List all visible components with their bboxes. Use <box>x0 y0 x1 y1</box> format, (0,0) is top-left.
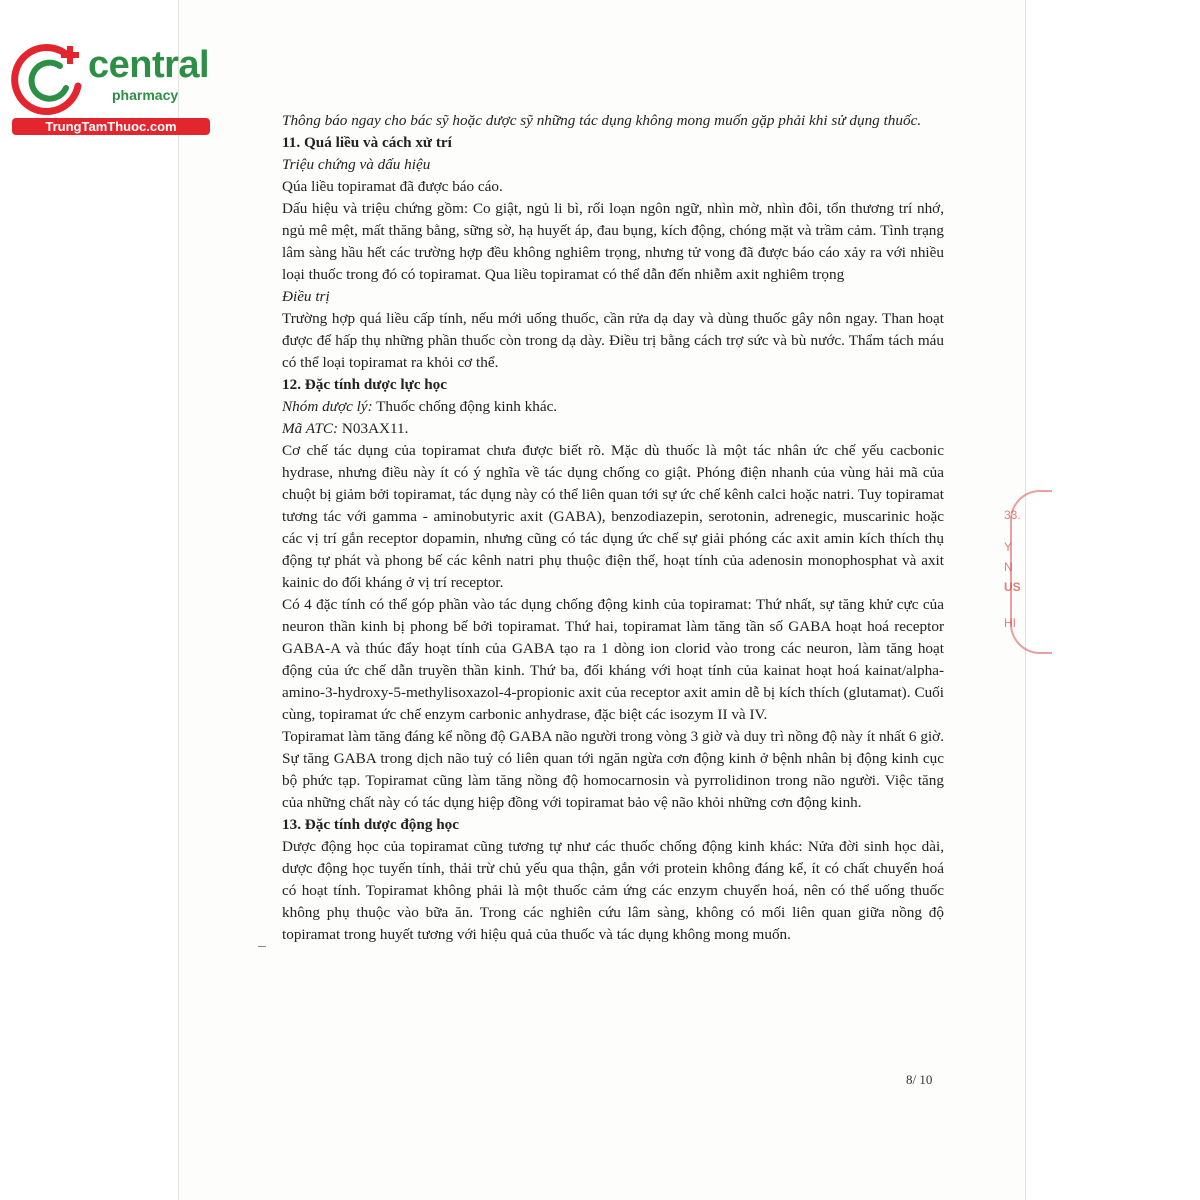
section-11-subheading-symptoms: Triệu chứng và dấu hiệu <box>282 156 431 173</box>
group-value: Thuốc chống động kinh khác. <box>376 398 558 415</box>
section-13-paragraph-1: Dược động học của topiramat cũng tương tự như các thuốc chống động kinh khác: Nửa đời sinh học dài, dược động học tuyến tính, thải trừ chủ yếu qua thận, gắn với protein không đáng kể, ít có chất chuyển hoá có hoạt tính. Topiramat không phải là một thuốc cảm ứng các enzym chuyển hoá, nên có thể uống thuốc không phụ thuộc vào bữa ăn. Trong các nghiên cứu lâm sàng, không có mối liên quan giữa nồng độ topiramat trong huyết tương với hiệu quả của thuốc và tác dụng không mong muốn. <box>282 838 944 943</box>
logo-subtitle: pharmacy <box>112 87 179 103</box>
atc-value: N03AX11. <box>341 420 409 437</box>
section-12-paragraph-2: Có 4 đặc tính có thể góp phần vào tác dụng chống động kinh của topiramat: Thứ nhất, sự tăng khử cực của neuron thần kinh bị phong bế bởi topiramat. Thứ hai, topiramat làm tăng tần số GABA hoạt hoá receptor GABA-A và thúc đẩy hoạt tính của GABA tạo ra 1 dòng ion clorid vào trong các neuron, làm tăng hoạt động của ức chế dẫn truyền thần kinh. Thứ ba, đối kháng với hoạt tính của kainat hoạt hoá kainat/alpha-amino-3-hydroxy-5-methylisoxazol-4-propionic axit của receptor axit amin dễ bị kích thích (glutamat). Cuối cùng, topiramat ức chế enzym carbonic anhydrase, đặc biệt các isozym II và IV. <box>282 596 944 723</box>
section-11-paragraph-1: Qúa liều topiramat đã được báo cáo. <box>282 178 503 195</box>
section-11-paragraph-2: Dấu hiệu và triệu chứng gồm: Co giật, ngủ li bì, rối loạn ngôn ngữ, nhìn mờ, nhìn đôi, tổn thương trí nhớ, ngủ mê mệt, mất thăng bằng, sững sờ, hạ huyết áp, đau bụng, kích động, chóng mặt và trầm cảm. Tình trạng lâm sàng hầu hết các trường hợp đều không nghiêm trọng, nhưng tử vong đã được báo cáo xảy ra với nhiều loại thuốc trong đó có topiramat. Qua liều topiramat có thể dẫn đến nhiễm axit nghiêm trọng <box>282 200 944 283</box>
group-label: Nhóm dược lý: <box>282 398 373 415</box>
section-11-heading: 11. Quá liều và cách xử trí <box>282 134 452 151</box>
page-number: 8/ 10 <box>906 1072 933 1087</box>
pharmacologic-group <box>282 396 944 418</box>
section-13-heading: 13. Đặc tính dược động học <box>282 816 460 833</box>
section-12-paragraph-3: Topiramat làm tăng đáng kể nồng độ GABA não người trong vòng 3 giờ và duy trì nồng độ này ít nhất 6 giờ. Sự tăng GABA trong dịch não tuỷ có liên quan tới ngăn ngừa cơn động kinh ở bệnh nhân bị động kinh cục bộ phức tạp. Topiramat cũng làm tăng nồng độ homocarnosin và pyrrolidinon trong não người. Việc tăng của những chất này có tác dụng hiệp đồng với topiramat bảo vệ não khỏi những cơn động kinh. <box>282 728 944 811</box>
section-11-paragraph-3: Trường hợp quá liều cấp tính, nếu mới uống thuốc, cần rửa dạ day và dùng thuốc gây nôn ngay. Than hoạt được để hấp thụ những phần thuốc còn trong dạ dày. Điều trị bằng cách trợ sức và bù nước. Thẩm tách máu có thể loại topiramat ra khỏi cơ thể. <box>282 310 944 371</box>
logo-brand: central <box>88 44 210 86</box>
section-11-subheading-treatment: Điều trị <box>282 288 330 305</box>
atc-code <box>282 418 944 440</box>
section-12-paragraph-1: Cơ chế tác dụng của topiramat chưa được biết rõ. Mặc dù thuốc là một tác nhân ức chế yếu cacbonic hydrase, nhưng điều này ít có ý nghĩa về tác dụng chống co giật. Phóng điện nhanh của vùng hải mã của chuột bị giảm bởi topiramat, tác dụng này có thể liên quan tới sự ức chế kênh calci hoặc natri. Tuy topiramat tương tác với gamma - aminobutyric axit (GABA), benzodiazepin, serotonin, adrenegic, muscarinic hoặc các vị trí gắn receptor dopamin, nhưng cũng có tác dụng ức chế sự giải phóng các axit amin kích thích thụ động tự phát và phong bế các kênh natri phụ thuộc điện thế, hoạt tính của adenosin monophosphat và axit kainic do đối kháng ở vị trí receptor. <box>282 442 944 591</box>
section-12-heading: 12. Đặc tính dược lực học <box>282 376 448 393</box>
stamp-text-4: US <box>1004 580 1021 594</box>
logo-website: TrungTamThuoc.com <box>12 118 210 135</box>
atc-label: Mã ATC: <box>282 420 339 437</box>
document-body <box>282 110 944 946</box>
stamp-text-3: N <box>1004 560 1013 574</box>
intro-paragraph: Thông báo ngay cho bác sỹ hoặc dược sỹ những tác dụng không mong muốn gặp phải khi sử dụng thuốc. <box>282 112 922 129</box>
margin-mark <box>258 946 266 947</box>
stamp-text-1: 33. <box>1004 508 1021 522</box>
stamp-text-2: Y <box>1004 540 1013 554</box>
stamp-text-5: HI <box>1004 616 1016 630</box>
red-stamp <box>1000 492 1026 652</box>
